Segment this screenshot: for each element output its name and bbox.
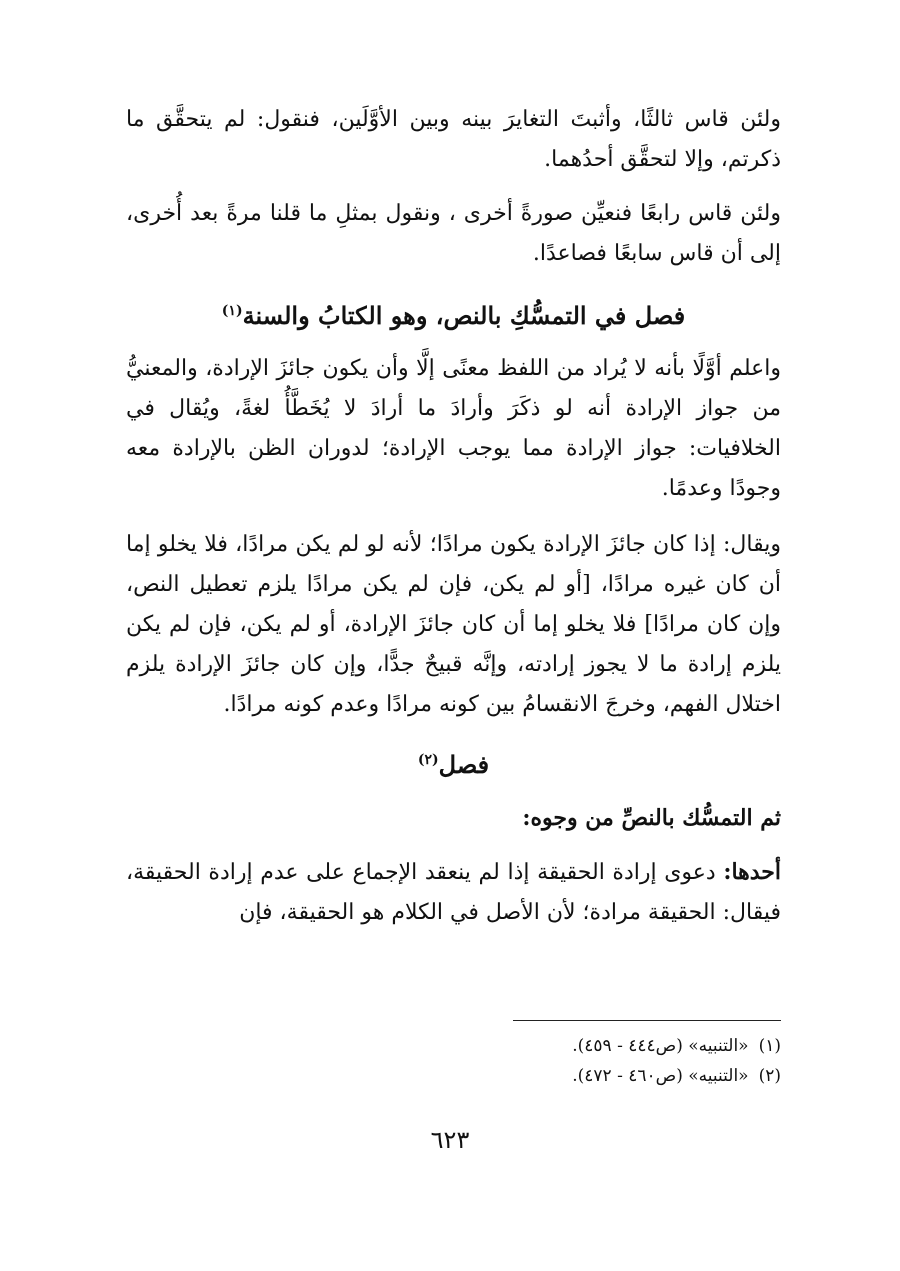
- page-body: [126, 100, 781, 947]
- footnote-1: [126, 1031, 781, 1061]
- page-number: ٦٢٣: [430, 1126, 470, 1154]
- sub-heading-ways: ثم التمسُّك بالنصِّ من وجوه:: [522, 805, 781, 831]
- paragraph-it-is-said: ويقال: إذا كان جائزَ الإرادة يكون مرادًا؛ لأنه لو لم يكن مرادًا، فلا يخلو إما أن كان غيره مرادًا، [أو لم يكن، فإن لم يكن مرادًا يلزم تعطيل النص، وإن كان مرادًا] فلا يخلو إما أن كان جائزَ الإرادة، أو لم يكن، فإن لم يكن يلزم إرادة ما لا يجوز إرادته، وإنَّه قبيحٌ جدًّا، وإن كان جائزَ الإرادة يلزم اختلال الفهم، وخرجَ الانقسامُ بين كونه مرادًا وعدم كونه مرادًا.: [126, 532, 781, 717]
- paragraph-first-way-text: دعوى إرادة الحقيقة إذا لم ينعقد الإجماع على عدم إرادة الحقيقة، فيقال: الحقيقة مرادة؛ لأن الأصل في الكلام هو الحقيقة، فإن: [126, 860, 781, 925]
- footnotes: [126, 1020, 781, 1091]
- section-heading-text: فصل في التمسُّكِ بالنص، وهو الكتابُ والسنة: [242, 301, 686, 330]
- footnote-ref-2: (٢): [417, 752, 439, 768]
- section-heading-fasl: [126, 739, 781, 786]
- footnote-1-text: «التنبيه» (ص٤٤٤ - ٤٥٩).: [572, 1036, 749, 1056]
- paragraph-know-first: واعلم أوَّلًا بأنه لا يُراد من اللفظ معنًى إلَّا وأن يكون جائزَ الإرادة، والمعنيُّ من جواز الإرادة أنه لو ذكَرَ وأرادَ ما أرادَ لا يُخَطَّأُ لغةً، ويُقال في الخلافيات: جواز الإرادة مما يوجب الإرادة؛ لدوران الظن بالإرادة معه وجودًا وعدمًا.: [126, 356, 781, 501]
- footnote-ref-1: (١): [221, 303, 243, 319]
- paragraph-third-analogy: ولئن قاس ثالثًا، وأثبتَ التغايرَ بينه وبين الأوَّلَين، فنقول: لم يتحقَّق ما ذكرتم، وإلا لتحقَّق أحدُهما.: [126, 107, 781, 172]
- section-heading-fasl-text: فصل: [438, 750, 490, 779]
- paragraph-fourth-analogy: ولئن قاس رابعًا فنعيِّن صورةً أخرى ، ونقول بمثلِ ما قلنا مرةً بعد أُخرى، إلى أن قاس سابعًا فصاعدًا.: [126, 201, 782, 266]
- footnote-1-number: (١): [758, 1036, 781, 1056]
- paragraph-first-way-lead: أحدها:: [723, 859, 782, 885]
- footnote-2-text: «التنبيه» (ص٤٦٠ - ٤٧٢).: [572, 1066, 749, 1086]
- footnote-divider: [513, 1020, 781, 1021]
- footnote-2-number: (٢): [758, 1066, 781, 1086]
- footnote-2: [126, 1061, 781, 1091]
- paragraph-first-way: [126, 852, 781, 933]
- section-heading-nass: [126, 290, 781, 337]
